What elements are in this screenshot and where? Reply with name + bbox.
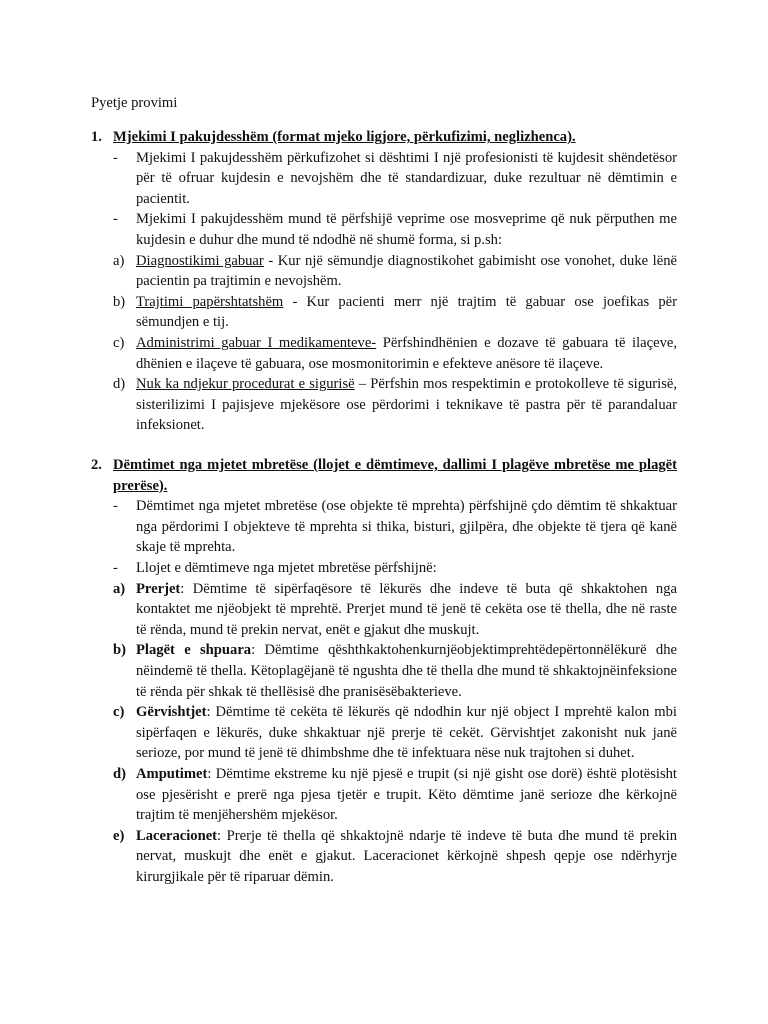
list-term: Prerjet — [136, 580, 181, 597]
list-marker: c) — [113, 704, 125, 721]
bullet-item — [91, 558, 677, 579]
list-term: Trajtimi papërshtatshëm — [136, 293, 284, 310]
bullet-text: Dëmtimet nga mjetet mbretëse (ose objekte të mprehta) përfshijnë çdo dëmtim të shkaktuar nga përdorimi I objekteve të mprehta si thika, bisturi, gjilpëra, dhe objekte të tjera që kanë skaje të mprehta. — [136, 498, 677, 556]
list-marker: a) — [113, 580, 126, 597]
bullet-text: Mjekimi I pakujdesshëm mund të përfshijë veprime ose mosveprime që nuk përputhen me kujdesin e duhur dhe mund të ndodhë në shumë forma, si p.sh: — [136, 211, 677, 248]
list-term: Diagnostikimi gabuar — [136, 252, 264, 269]
list-marker: e) — [113, 827, 125, 844]
list-text: : Dëmtime të cekëta të lëkurës që ndodhin kur një object I mprehtë kalon mbi sipërfaqen e lëkurës, duke shkaktuar një prerje të cekët. Gërvishtjet zakonisht nuk janë serioze, por mund të jenë të dhimbshme dhe të infektuara nëse nuk trajtohen si duhet. — [136, 704, 677, 762]
bullet-text: Mjekimi I pakujdesshëm përkufizohet si dështimi I një profesionisti të kujdesit shëndetësor për të ofruar kujdesin e nevojshëm dhe të standardizuar, duke rezultuar në dëmtimin e pacientit. — [136, 149, 677, 207]
list-text: - Kur pacienti merr një trajtim të gabuar ose joefikas për sëmundjen e tij. — [136, 293, 677, 331]
bullet-marker: - — [113, 149, 118, 166]
section-number: 1. — [91, 129, 102, 145]
list-marker: b) — [113, 642, 126, 659]
section-1 — [91, 127, 677, 436]
bullet-item — [91, 209, 677, 250]
list-text: : Dëmtime qështhkaktohenkurnjëobjektimprehtëdepërtonnëlëkurë dhe nëindemë të thella. Këtoplagëjanë të ngushta dhe të thella dhe mund të shkaktojnëinfeksione të rënda për shkak të thellësisë dhe pranisësëbakterieve. — [136, 642, 677, 700]
list-item — [91, 640, 677, 702]
list-term: Laceracionet — [136, 827, 218, 844]
list-item — [91, 826, 677, 888]
list-item — [91, 702, 677, 764]
list-marker: d) — [113, 376, 126, 393]
bullet-item — [91, 148, 677, 210]
list-text: : Dëmtime ekstreme ku një pjesë e trupit (si një gisht ose dorë) është plotësisht ose pjesërisht e prerë nga pjesa tjetër e trupit. Këto dëmtime janë serioze dhe kërkojnë trajtim të menjëhershëm mjekësor. — [136, 765, 677, 824]
list-text: : Prerje të thella që shkaktojnë ndarje të indeve të buta dhe mund të prekin nervat, muskujt dhe enët e gjakut. Laceracionet kërkojnë shpesh qepje ose ndërhyrje kirurgjikale për të riparuar dëmin. — [136, 827, 677, 885]
list-term: Gërvishtjet — [136, 704, 207, 721]
list-item — [91, 374, 677, 436]
section-title-text: Dëmtimet nga mjetet mbretëse (llojet e dëmtimeve, dallimi I plagëve mbretëse me plagët prerëse). — [113, 457, 677, 494]
list-marker: c) — [113, 334, 125, 351]
list-marker: d) — [113, 765, 126, 782]
list-term: Plagët e shpuara — [136, 642, 252, 659]
section-title — [91, 455, 677, 496]
bullet-marker: - — [113, 559, 118, 576]
list-text: Përfshindhënien e dozave të gabuara të ilaçeve, dhënien e ilaçeve të gabuara, ose mosmonitorimin e efekteve anësore të ilaçeve. — [136, 334, 678, 372]
list-item — [91, 764, 677, 826]
list-item — [91, 251, 677, 292]
bullet-marker: - — [113, 211, 118, 228]
section-title-text: Mjekimi I pakujdesshëm (format mjeko ligjore, përkufizimi, neglizhenca). — [113, 129, 576, 145]
list-marker: b) — [113, 293, 126, 310]
section-number: 2. — [91, 457, 102, 473]
bullet-text: Llojet e dëmtimeve nga mjetet mbretëse përfshijnë: — [136, 559, 437, 576]
page-heading: Pyetje provimi — [91, 95, 178, 111]
bullet-marker: - — [113, 498, 118, 515]
list-marker: a) — [113, 252, 125, 269]
list-item — [91, 292, 677, 333]
list-item — [91, 579, 677, 641]
section-title — [91, 127, 677, 148]
list-term: Amputimet — [136, 765, 208, 782]
list-text: – Përfshin mos respektimin e protokolleve të sigurisë, sisterilizimi I pajisjeve mjekësore ose përdorimi i teknikave të pastra për të parandaluar infeksionet. — [136, 376, 678, 434]
list-term: Administrimi gabuar I medikamenteve- — [136, 334, 377, 351]
list-item — [91, 333, 677, 374]
list-text: : Dëmtime të sipërfaqësore të lëkurës dhe indeve të buta që shkaktohen nga kontaktet me njëobjekt të mprehtë. Prerjet mund të jenë të cekëta ose të thella, dhe në raste të rënda, mund të prekin nervat, enët e gjakut dhe muskujt. — [136, 580, 677, 638]
bullet-item — [91, 496, 677, 558]
section-2 — [91, 455, 677, 887]
list-term: Nuk ka ndjekur procedurat e sigurisë — [136, 376, 355, 393]
list-text: - Kur një sëmundje diagnostikohet gabimisht ose vonohet, duke lënë pacientin pa trajtimin e nevojshëm. — [136, 252, 677, 290]
